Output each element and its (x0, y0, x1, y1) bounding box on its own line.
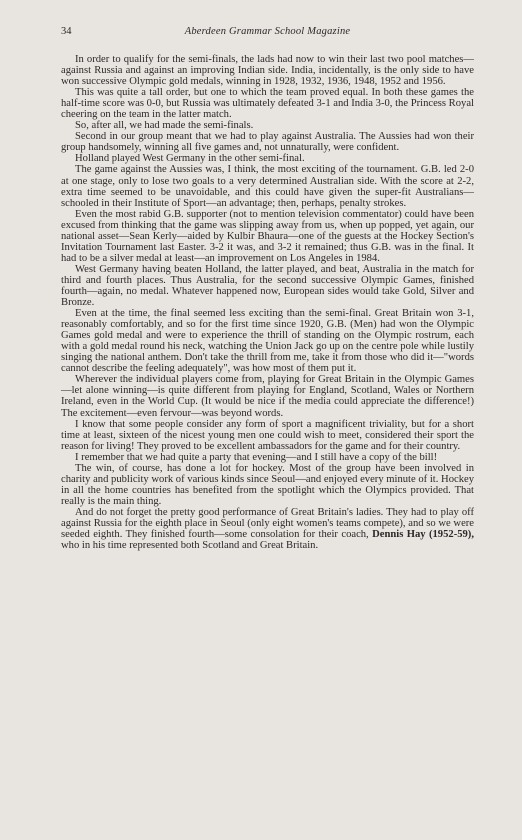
final-paragraph-text-before: And do not forget the pretty good performance of Great Britain's ladies. They had to play off against Russia for the eighth place in Seoul (only eight women's teams compete), and so we were seeded eighth. They finished fourth—some consolation for their coach, (61, 506, 474, 541)
paragraph: Holland played West Germany in the other semi-final. (75, 153, 305, 165)
paragraph: Wherever the individual players come from, playing for Great Britain in the Olympic Games—let alone winning—is quite different from playing for England, Scotland, Wales or Northern Ireland, even in the World Cup. (It would be nice if the media could appreciate the difference!) The excitement—even fervour—was beyond words. (61, 374, 474, 419)
paragraph: The game against the Aussies was, I think, the most exciting of the tournament. G.B. led 2-0 at one stage, only to lose two goals to a very determined Australian side. With the score at 2-2, extra time seemed to be unavoidable, and this could have given the super-fit Australians—schooled in their Institute of Sport—an advantage; then, perhaps, penalty strokes. (61, 164, 474, 209)
paragraph: Second in our group meant that we had to play against Australia. The Aussies had won their group handsomely, winning all five games and, not unnaturally, were confident. (61, 131, 474, 154)
paragraph: This was quite a tall order, but one to which the team proved equal. In both these games the half-time score was 0-0, but Russia was ultimately defeated 3-1 and India 3-0, the Princess Royal cheering on the team in the latter match. (61, 87, 474, 121)
article-body (61, 54, 474, 551)
paragraph: I remember that we had quite a party that evening—and I still have a copy of the bill! (75, 451, 438, 463)
journal-title: Aberdeen Grammar School Magazine (184, 26, 351, 37)
paragraph: So, after all, we had made the semi-finals. (75, 120, 254, 132)
page-number: 34 (61, 26, 72, 37)
paragraph: The win, of course, has done a lot for hockey. Most of the group have been involved in charity and publicity work of various kinds since Seoul—and enjoyed every minute of it. Hockey in all the home countries has benefited from the spotlight which the Olympics provided. That really is the main thing. (61, 462, 474, 507)
paragraph: Even the most rabid G.B. supporter (not to mention television commentator) could have been excused from thinking that the game was slipping away from us, when up popped, yet again, our national asset—Sean Kerly—aided by Kulbir Bhaura—one of the guests at the Hockey Section's Invitation Tournament last Easter. 3-2 it was, and 3-2 it remained; thus G.B. was in the final. It had to be a silver medal at least—an improvement on Los Angeles in 1984. (61, 208, 474, 264)
paragraph: Even at the time, the final seemed less exciting than the semi-final. Great Britain won 3-1, reasonably comfortably, and so for the first time since 1920, G.B. (Men) had won the Olympic Games gold medal and were to experience the thrill of standing on the Olympic rostrum, each with a gold medal round his neck, watching the Union Jack go up on the centre pole while lustily singing the national anthem. Don't take the thrill from me, take it from those who did it—"words cannot describe the feeling adequately", was how most of them put it. (61, 308, 474, 375)
page-header (61, 26, 474, 42)
final-paragraph (61, 507, 474, 551)
paragraph: I know that some people consider any form of sport a magnificent triviality, but for a short time at least, sixteen of the nicest young men one could wish to meet, considered their sport the reason for living! They proved to be excellent ambassadors for the game and for their country. (61, 418, 474, 452)
coach-name: Dennis Hay (1952-59), (372, 529, 474, 541)
paragraph: In order to qualify for the semi-finals, the lads had now to win their last two pool matches—against Russia and against an improving Indian side. India, incidentally, is the only side to have won successive Olympic gold medals, winning in 1928, 1932, 1936, 1948, 1952 and 1956. (61, 54, 474, 88)
paragraph: West Germany having beaten Holland, the latter played, and beat, Australia in the match for third and fourth places. Thus Australia, for the second successive Olympic Games, finished fourth—again, no medal. Whatever happened now, European sides would take Gold, Silver and Bronze. (61, 263, 474, 309)
final-paragraph-text-after: who in his time represented both Scotland and Great Britain. (61, 540, 319, 552)
